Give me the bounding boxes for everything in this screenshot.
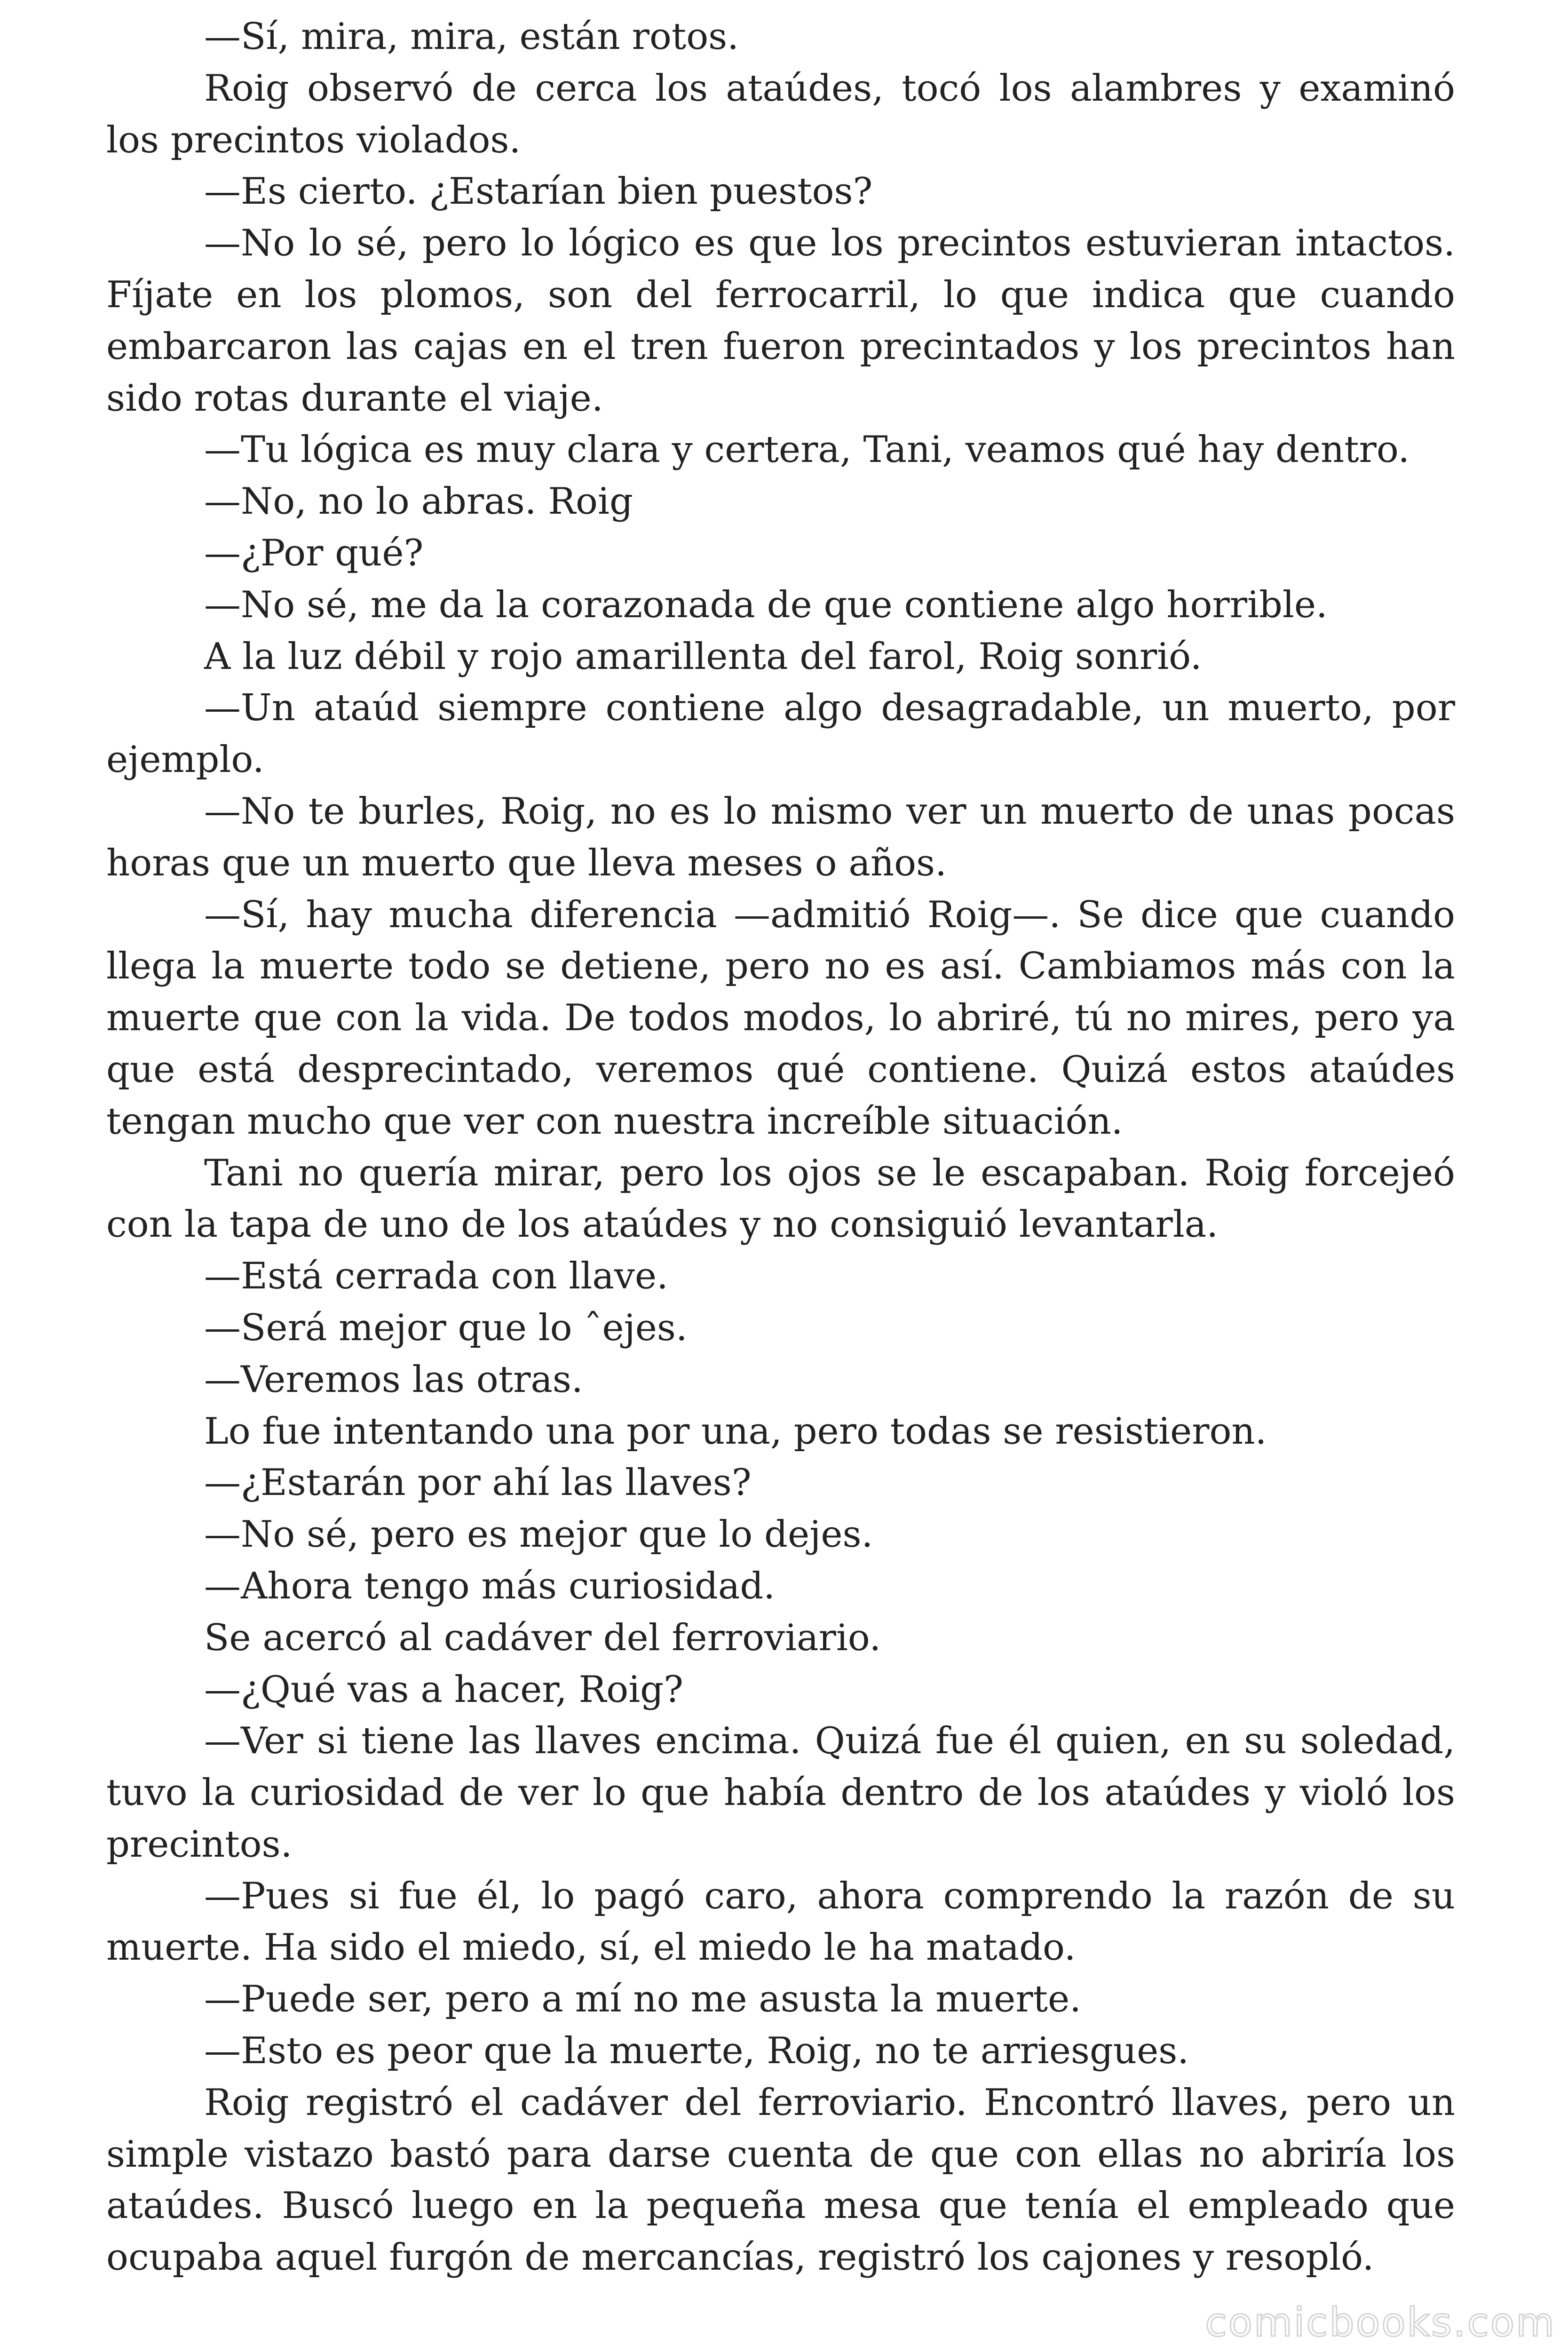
paragraph: —Ver si tiene las llaves encima. Quizá fue él quien, en su soledad, tuvo la curiosidad de ver lo que había dentro de los ataúdes y violó los precintos. <box>106 1720 1455 1866</box>
body-text <box>106 11 1455 2284</box>
paragraph: —Ahora tengo más curiosidad. <box>204 1565 776 1607</box>
paragraph: —No lo sé, pero lo lógico es que los precintos estuvieran intactos. Fíjate en los plomos, son del ferrocarril, lo que indica que cuando embarcaron las cajas en el tren fueron precintados y los precintos han sido rotas durante el viaje. <box>106 222 1455 420</box>
paragraph: —¿Qué vas a hacer, Roig? <box>204 1668 683 1711</box>
paragraph: Roig registró el cadáver del ferroviario. Encontró llaves, pero un simple vistazo bastó para darse cuenta de que con ellas no abriría los ataúdes. Buscó luego en la pequeña mesa que tenía el empleado que ocupaba aquel furgón de mercancías, registró los cajones y resopló. <box>106 2081 1455 2279</box>
paragraph: Tani no quería mirar, pero los ojos se le escapaban. Roig forcejeó con la tapa de uno de los ataúdes y no consiguió levantarla. <box>106 1152 1455 1246</box>
paragraph: —Será mejor que lo ˆejes. <box>204 1306 688 1349</box>
paragraph: Lo fue intentando una por una, pero todas se resistieron. <box>204 1410 1267 1453</box>
paragraph: —Es cierto. ¿Estarían bien puestos? <box>204 170 873 213</box>
paragraph: —No sé, pero es mejor que lo dejes. <box>204 1513 873 1556</box>
paragraph: —¿Por qué? <box>204 532 424 574</box>
paragraph: —Sí, hay mucha diferencia —admitió Roig—. Se dice que cuando llega la muerte todo se detiene, pero no es así. Cambiamos más con la muerte que con la vida. De todos modos, lo abriré, tú no mires, pero ya que está desprecintado, veremos qué contiene. Quizá estos ataúdes tengan mucho que ver con nuestra increíble situación. <box>106 893 1455 1143</box>
paragraph: A la luz débil y rojo amarillenta del farol, Roig sonrió. <box>204 635 1202 678</box>
paragraph: —No sé, me da la corazonada de que contiene algo horrible. <box>204 583 1328 626</box>
paragraph: —Veremos las otras. <box>204 1358 583 1401</box>
paragraph: —Sí, mira, mira, están rotos. <box>204 16 739 58</box>
paragraph: Roig observó de cerca los ataúdes, tocó los alambres y examinó los precintos violados. <box>106 67 1455 161</box>
paragraph: —No te burles, Roig, no es lo mismo ver un muerto de unas pocas horas que un muerto que lleva meses o años. <box>106 790 1455 884</box>
paragraph: —¿Estarán por ahí las llaves? <box>204 1462 752 1504</box>
paragraph: —Un ataúd siempre contiene algo desagradable, un muerto, por ejemplo. <box>106 687 1455 781</box>
paragraph: —Tu lógica es muy clara y certera, Tani, veamos qué hay dentro. <box>204 429 1410 471</box>
paragraph: —Pues si fue él, lo pagó caro, ahora comprendo la razón de su muerte. Ha sido el miedo, sí, el miedo le ha matado. <box>106 1875 1455 1969</box>
paragraph: —Puede ser, pero a mí no me asusta la muerte. <box>204 1978 1081 2021</box>
paragraph: —Esto es peor que la muerte, Roig, no te arriesgues. <box>204 2030 1189 2073</box>
watermark-logo: comicbooks.com <box>1205 2299 1556 2345</box>
paragraph: Se acercó al cadáver del ferroviario. <box>204 1616 881 1659</box>
paragraph: —No, no lo abras. Roig <box>204 480 633 523</box>
paragraph: —Está cerrada con llave. <box>204 1255 668 1298</box>
